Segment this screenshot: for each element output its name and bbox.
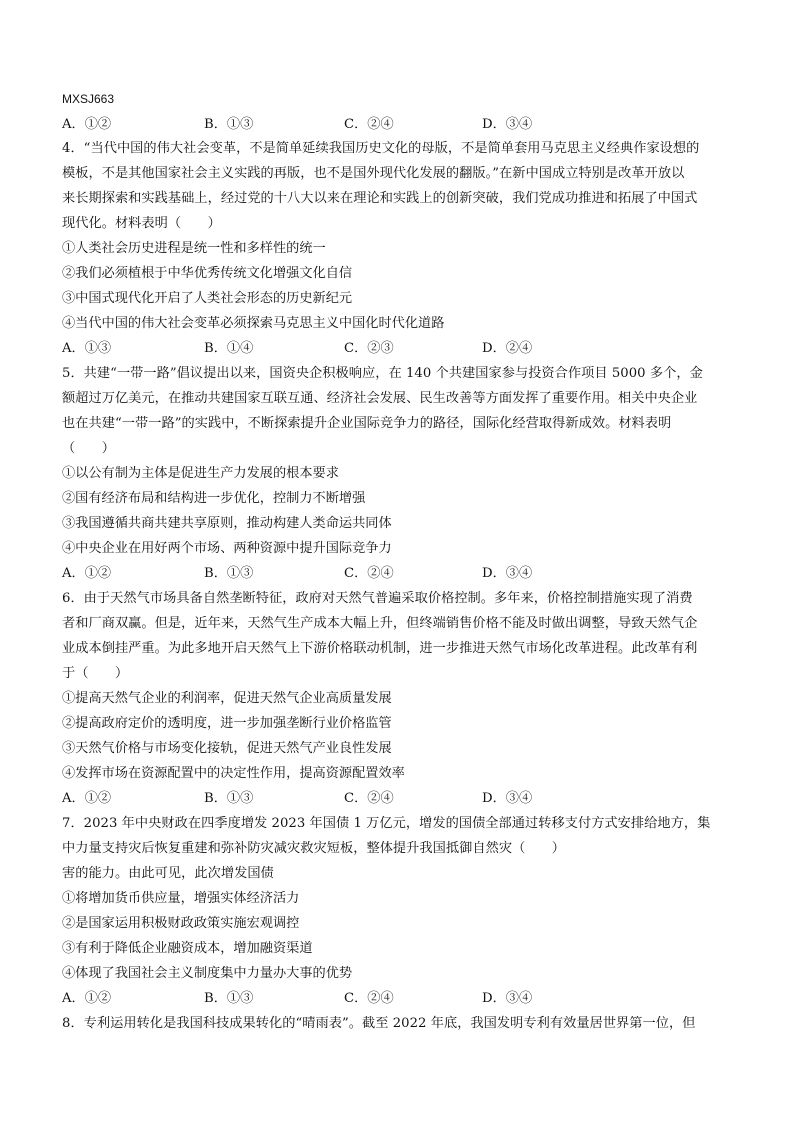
q4-stem-line: 现代化。材料表明（ ）	[62, 216, 221, 231]
q6-stem-line: 6．由于天然气市场具备自然垄断特征，政府对天然气普遍采取价格控制。多年来，价格控制措施实现了消费	[62, 591, 693, 606]
q5-stem-line: （ ）	[62, 441, 115, 456]
q4-statement-2: ②我们必须植根于中华优秀传统文化增强文化自信	[62, 266, 353, 281]
q7-stem-line: 害的能力。由此可见，此次增发国债	[62, 866, 274, 881]
q5-option-b[interactable]: B．①③	[204, 566, 254, 581]
q7-statement-2: ②是国家运用积极财政政策实施宏观调控	[62, 916, 300, 931]
q4-options	[62, 342, 742, 358]
q6-options	[62, 792, 742, 808]
q7-option-d[interactable]: D．③④	[482, 991, 533, 1006]
q4-statement-1: ①人类社会历史进程是统一性和多样性的统一	[62, 241, 326, 256]
q5-stem-line: 也在共建“一带一路”的实践中，不断探索提升企业国际竞争力的路径，国际化经营取得新成效。材料表明	[62, 416, 672, 431]
q3-option-b[interactable]: B．①③	[204, 117, 254, 132]
q4-option-d[interactable]: D．②④	[482, 341, 533, 356]
q4-statement-3: ③中国式现代化开启了人类社会形态的历史新纪元	[62, 291, 353, 306]
header-code: MXSJ663	[62, 92, 115, 106]
q5-statement-1: ①以公有制为主体是促进生产力发展的根本要求	[62, 466, 339, 481]
q4-statement-4: ④当代中国的伟大社会变革必须探索马克思主义中国化时代化道路	[62, 316, 445, 331]
q4-stem-line: 来长期探索和实践基础上，经过党的十八大以来在理论和实践上的创新突破，我们党成功推进和拓展了中国式	[62, 191, 698, 206]
q7-option-b[interactable]: B．①③	[204, 991, 254, 1006]
q4-stem-line: 4．“当代中国的伟大社会变革，不是简单延续我国历史文化的母版，不是简单套用马克思主义经典作家设想的	[62, 141, 700, 156]
q6-option-a[interactable]: A．①②	[62, 791, 112, 806]
q6-option-b[interactable]: B．①③	[204, 791, 254, 806]
q4-option-a[interactable]: A．①③	[62, 341, 112, 356]
q5-statement-2: ②国有经济布局和结构进一步优化，控制力不断增强	[62, 491, 366, 506]
q6-statement-1: ①提高天然气企业的利润率，促进天然气企业高质量发展	[62, 691, 392, 706]
q5-option-d[interactable]: D．③④	[482, 566, 533, 581]
q4-option-c[interactable]: C．②③	[344, 341, 394, 356]
q3-option-a[interactable]: A．①②	[62, 117, 112, 132]
q6-stem-line: 业成本倒挂严重。为此多地开启天然气上下游价格联动机制，进一步推进天然气市场化改革进程。此改革有利	[62, 641, 698, 656]
q7-option-c[interactable]: C．②④	[344, 991, 394, 1006]
q4-option-b[interactable]: B．①④	[204, 341, 254, 356]
q7-statement-3: ③有利于降低企业融资成本，增加融资渠道	[62, 941, 313, 956]
q6-stem-line: 于（ ）	[62, 666, 129, 681]
q8-stem-line: 8．专利运用转化是我国科技成果转化的“晴雨表”。截至 2022 年底，我国发明专利有效量居世界第一位，但	[62, 1016, 696, 1031]
q7-stem-line: 中力量支持灾后恢复重建和弥补防灾减灾救灾短板，整体提升我国抵御自然灾（ ）	[62, 841, 566, 856]
q7-stem-line: 7．2023 年中央财政在四季度增发 2023 年国债 1 万亿元，增发的国债全部通过转移支付方式安排给地方，集	[62, 816, 711, 831]
q7-statement-1: ①将增加货币供应量，增强实体经济活力	[62, 891, 300, 906]
q7-statement-4: ④体现了我国社会主义制度集中力量办大事的优势	[62, 966, 353, 981]
q3-option-d[interactable]: D．③④	[482, 117, 533, 132]
q5-statement-4: ④中央企业在用好两个市场、两种资源中提升国际竞争力	[62, 541, 392, 556]
q6-stem-line: 者和厂商双赢。但是，近年来，天然气生产成本大幅上升，但终端销售价格不能及时做出调整，导致天然气企	[62, 616, 698, 631]
q5-option-a[interactable]: A．①②	[62, 566, 112, 581]
q7-option-a[interactable]: A．①②	[62, 991, 112, 1006]
q4-stem-line: 模板，不是其他国家社会主义实践的再版，也不是国外现代化发展的翻版。”在新中国成立特别是改革开放以	[62, 166, 685, 181]
q5-stem-line: 额超过万亿美元，在推动共建国家互联互通、经济社会发展、民生改善等方面发挥了重要作用。相关中央企业	[62, 391, 698, 406]
q6-option-d[interactable]: D．③④	[482, 791, 533, 806]
q3-option-c[interactable]: C．②④	[344, 117, 394, 132]
q3-options	[62, 118, 742, 134]
q6-statement-3: ③天然气价格与市场变化接轨，促进天然气产业良性发展	[62, 741, 392, 756]
q6-statement-4: ④发挥市场在资源配置中的决定性作用，提高资源配置效率	[62, 766, 405, 781]
q7-options	[62, 992, 742, 1008]
q6-option-c[interactable]: C．②④	[344, 791, 394, 806]
q5-statement-3: ③我国遵循共商共建共享原则，推动构建人类命运共同体	[62, 516, 392, 531]
q5-stem-line: 5．共建“一带一路”倡议提出以来，国资央企积极响应，在 140 个共建国家参与投资合作项目 5000 多个，金	[62, 366, 703, 381]
q6-statement-2: ②提高政府定价的透明度，进一步加强垄断行业价格监管	[62, 716, 392, 731]
q5-option-c[interactable]: C．②④	[344, 566, 394, 581]
q5-options	[62, 567, 742, 583]
